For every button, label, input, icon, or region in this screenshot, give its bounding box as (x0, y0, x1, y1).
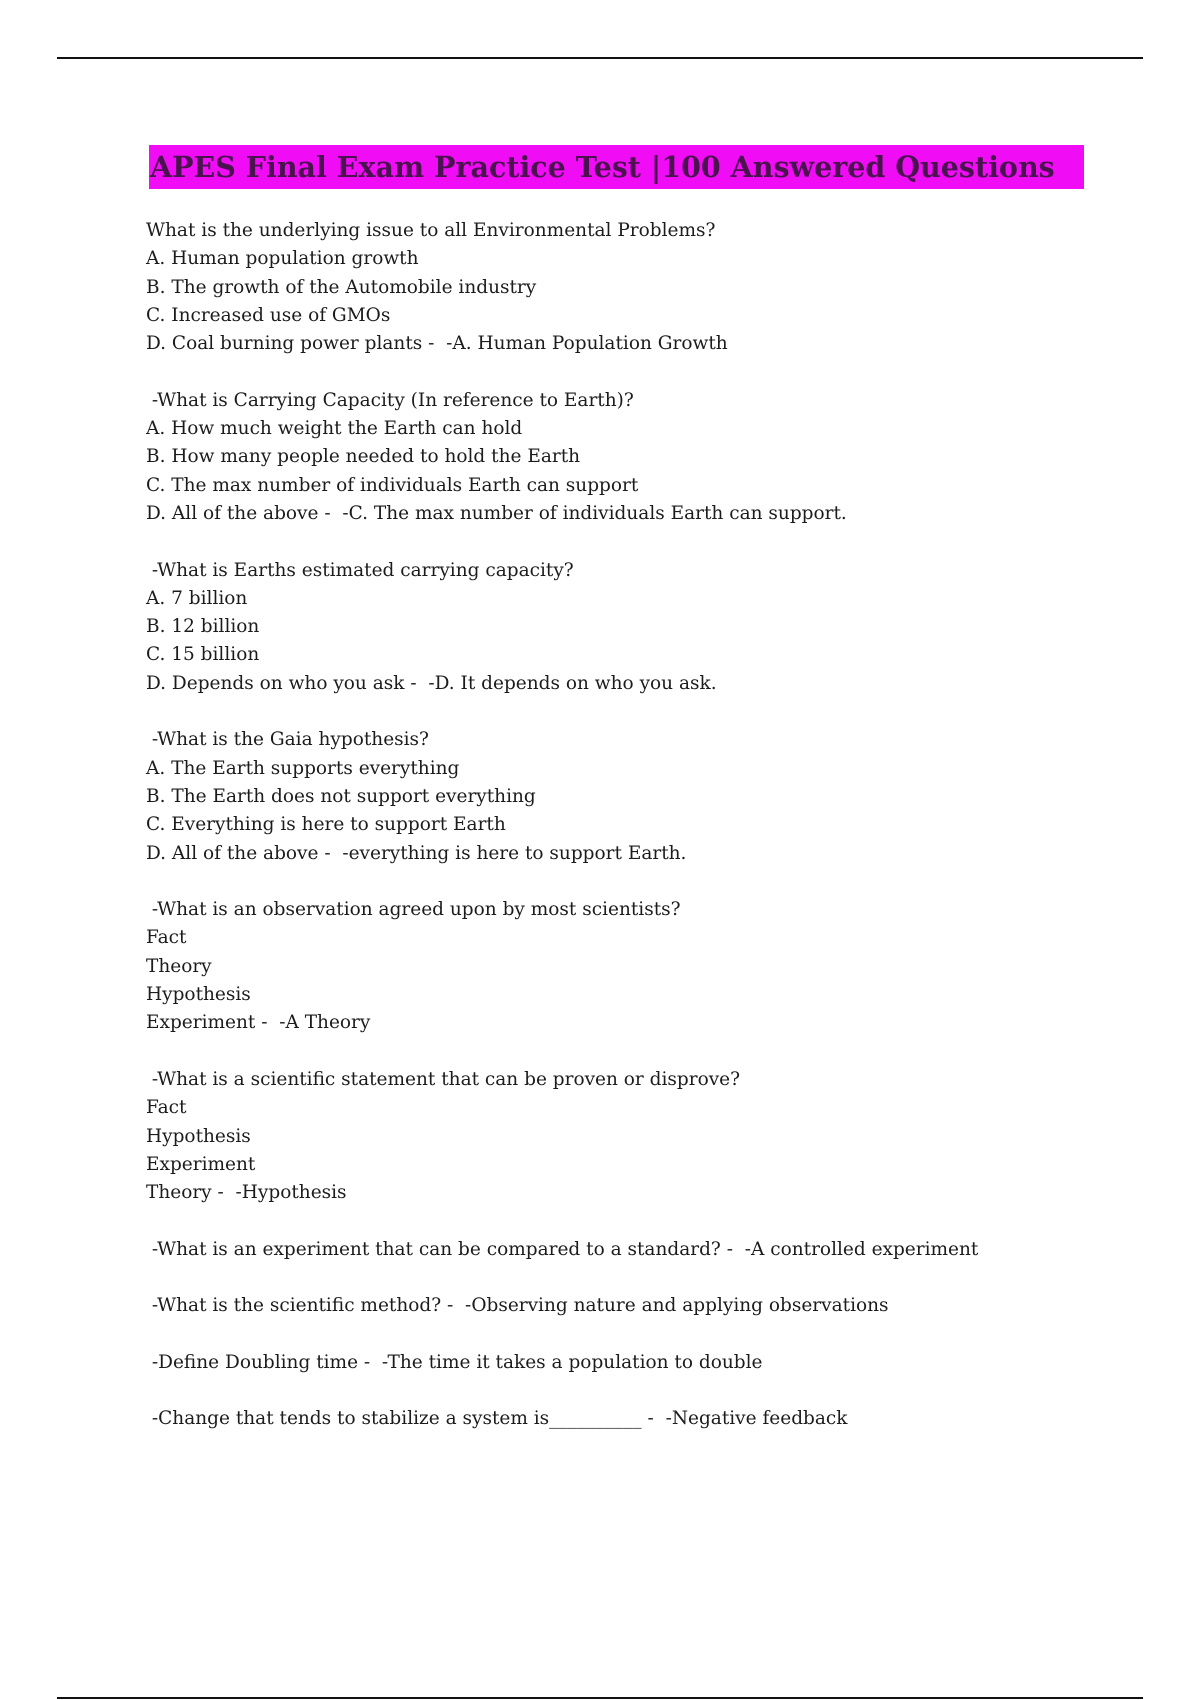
question-4-line-3: B. The Earth does not support everything (146, 785, 536, 807)
question-1-line-3: B. The growth of the Automobile industry (146, 276, 537, 298)
question-9-line-1: -Define Doubling time - -The time it takes a population to double (146, 1351, 763, 1373)
question-8-line-1: -What is the scientific method? - -Observing nature and applying observations (146, 1295, 889, 1317)
question-6-line-2: Fact (146, 1097, 187, 1119)
question-3-line-4: C. 15 billion (146, 644, 260, 666)
question-4-line-4: C. Everything is here to support Earth (146, 814, 506, 836)
question-4-line-1: -What is the Gaia hypothesis? (146, 729, 429, 751)
question-6-line-4: Experiment (146, 1153, 256, 1175)
question-2-line-4: C. The max number of individuals Earth can support (146, 474, 639, 496)
question-block-5 (146, 896, 1146, 1037)
question-1-line-1: What is the underlying issue to all Environmental Problems? (146, 220, 716, 241)
question-block-4 (146, 726, 1146, 867)
question-block-6 (146, 1066, 1146, 1207)
top-rule (57, 57, 1143, 59)
question-10-line-1: -Change that tends to stabilize a system is__________ - -Negative feedback (146, 1408, 848, 1430)
question-5-line-3: Theory (146, 955, 212, 977)
title-highlight (149, 145, 1084, 189)
question-block-9 (146, 1349, 1146, 1377)
question-2-line-1: -What is Carrying Capacity (In reference to Earth)? (146, 389, 634, 411)
question-3-line-5: D. Depends on who you ask - -D. It depends on who you ask. (146, 672, 717, 694)
question-5-line-5: Experiment - -A Theory (146, 1012, 371, 1034)
bottom-rule (57, 1697, 1143, 1699)
questions-list (146, 217, 1146, 1462)
question-7-line-1: -What is an experiment that can be compared to a standard? - -A controlled experiment (146, 1238, 979, 1260)
question-6-line-3: Hypothesis (146, 1125, 251, 1147)
question-6-line-1: -What is a scientific statement that can be proven or disprove? (146, 1068, 741, 1090)
question-5-line-4: Hypothesis (146, 984, 251, 1006)
question-block-7 (146, 1236, 1146, 1264)
question-block-10 (146, 1405, 1146, 1433)
question-5-line-2: Fact (146, 927, 187, 949)
question-3-line-1: -What is Earths estimated carrying capacity? (146, 559, 574, 581)
question-6-line-5: Theory - -Hypothesis (146, 1182, 347, 1204)
question-4-line-5: D. All of the above - -everything is here to support Earth. (146, 842, 687, 864)
question-block-8 (146, 1292, 1146, 1320)
question-1-line-2: A. Human population growth (146, 248, 419, 270)
question-2-line-3: B. How many people needed to hold the Earth (146, 446, 581, 468)
question-1-line-4: C. Increased use of GMOs (146, 304, 391, 326)
question-2-line-5: D. All of the above - -C. The max number of individuals Earth can support. (146, 502, 847, 524)
question-3-line-3: B. 12 billion (146, 616, 260, 638)
question-1-line-5: D. Coal burning power plants - -A. Human Population Growth (146, 333, 728, 355)
question-5-line-1: -What is an observation agreed upon by most scientists? (146, 899, 681, 921)
question-2-line-2: A. How much weight the Earth can hold (146, 418, 523, 440)
question-block-3 (146, 557, 1146, 698)
question-block-1 (146, 217, 1146, 358)
question-4-line-2: A. The Earth supports everything (146, 757, 460, 779)
document-title: APES Final Exam Practice Test |100 Answered Questions (150, 150, 1055, 184)
question-block-2 (146, 387, 1146, 528)
question-3-line-2: A. 7 billion (146, 587, 248, 609)
